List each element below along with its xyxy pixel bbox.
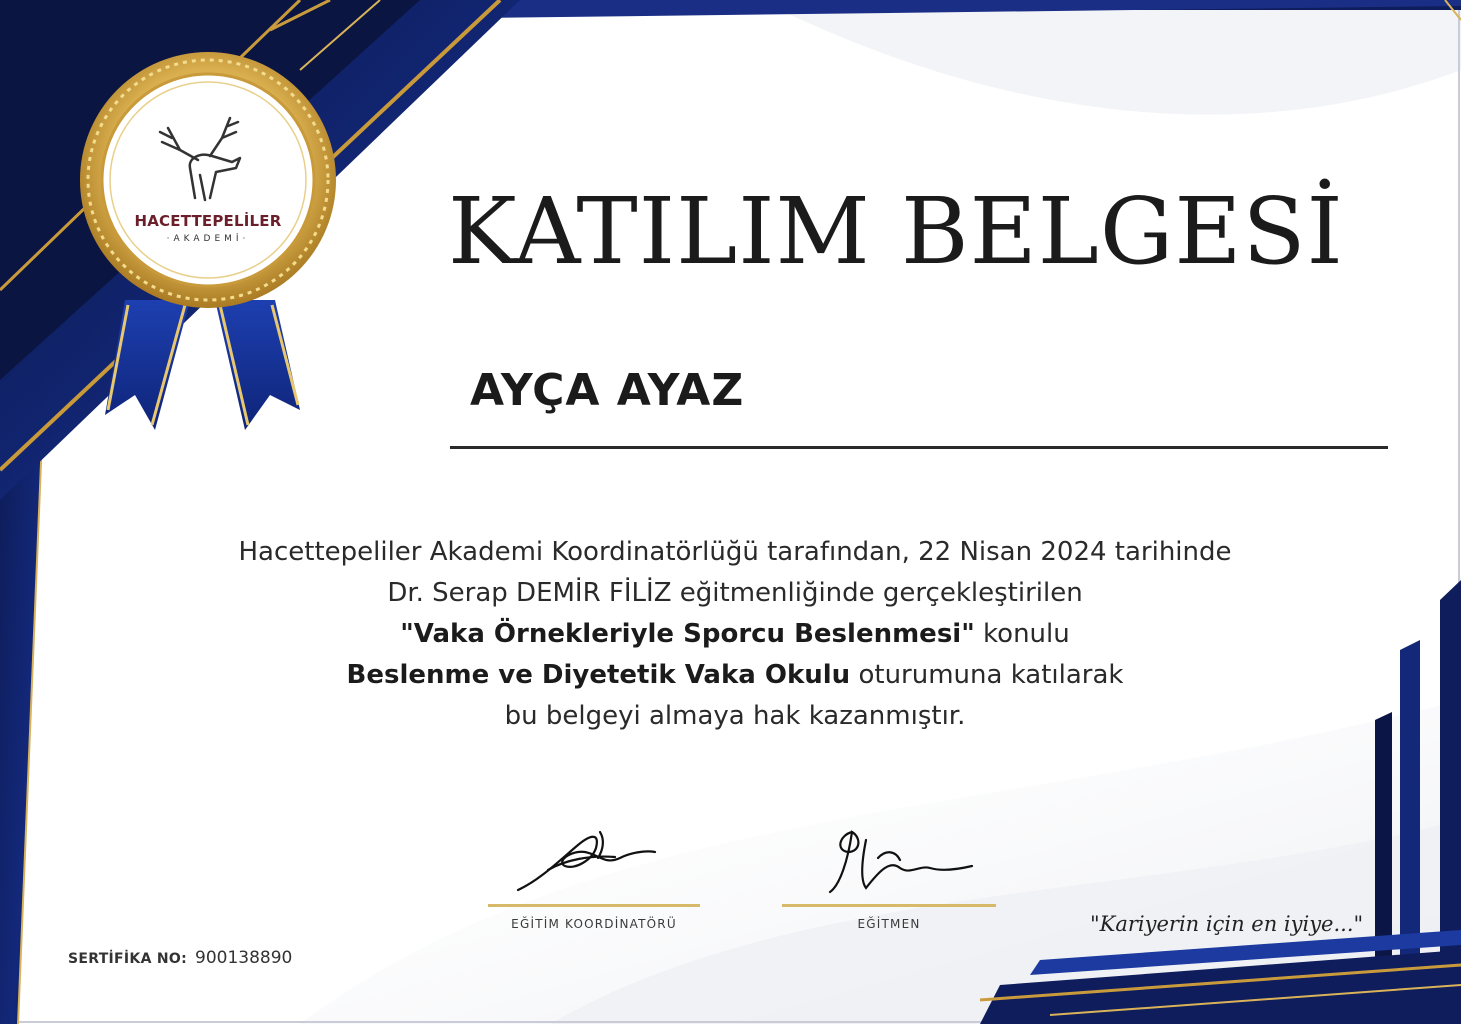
signature-label-coordinator: EĞİTİM KOORDİNATÖRÜ [511,917,677,931]
program-name: Beslenme ve Diyetetik Vaka Okulu [346,660,851,690]
signature-label-instructor: EĞİTMEN [857,917,921,931]
body-line-3 [150,614,1320,655]
training-title: "Vaka Örnekleriyle Sporcu Beslenmesi" [400,619,975,649]
body-line-5: bu belgeyi almaya hak kazanmıştır. [504,701,966,731]
certificate-number-label: SERTİFİKA NO: [68,951,188,967]
body-line-4-rest: oturumuna katılarak [850,660,1124,690]
certificate-title: KATILIM BELGESİ [448,178,1344,285]
seal-subtitle: ·AKADEMİ· [166,234,250,244]
signature-line-instructor [782,904,996,907]
body-line-4 [150,655,1320,696]
recipient-name: AYÇA AYAZ [470,365,745,416]
body-line-2: Dr. Serap DEMİR FİLİZ eğitmenliğinde gerçekleştirilen [387,578,1083,608]
body-line-1: Hacettepeliler Akademi Koordinatörlüğü tarafından, 22 Nisan 2024 tarihinde [238,537,1232,567]
seal-badge [80,52,336,308]
signature-line-coordinator [488,904,700,907]
recipient-underline [450,446,1388,449]
seal-brand: HACETTEPELİLER [134,212,282,230]
certificate-number [68,948,292,968]
certificate-body [150,532,1320,737]
slogan: "Kariyerin için en iyiye..." [1090,912,1364,936]
body-line-3-rest: konulu [974,619,1070,649]
seal-subtitle-text: AKADEMİ [173,234,243,244]
certificate-number-value: 900138890 [195,948,293,968]
